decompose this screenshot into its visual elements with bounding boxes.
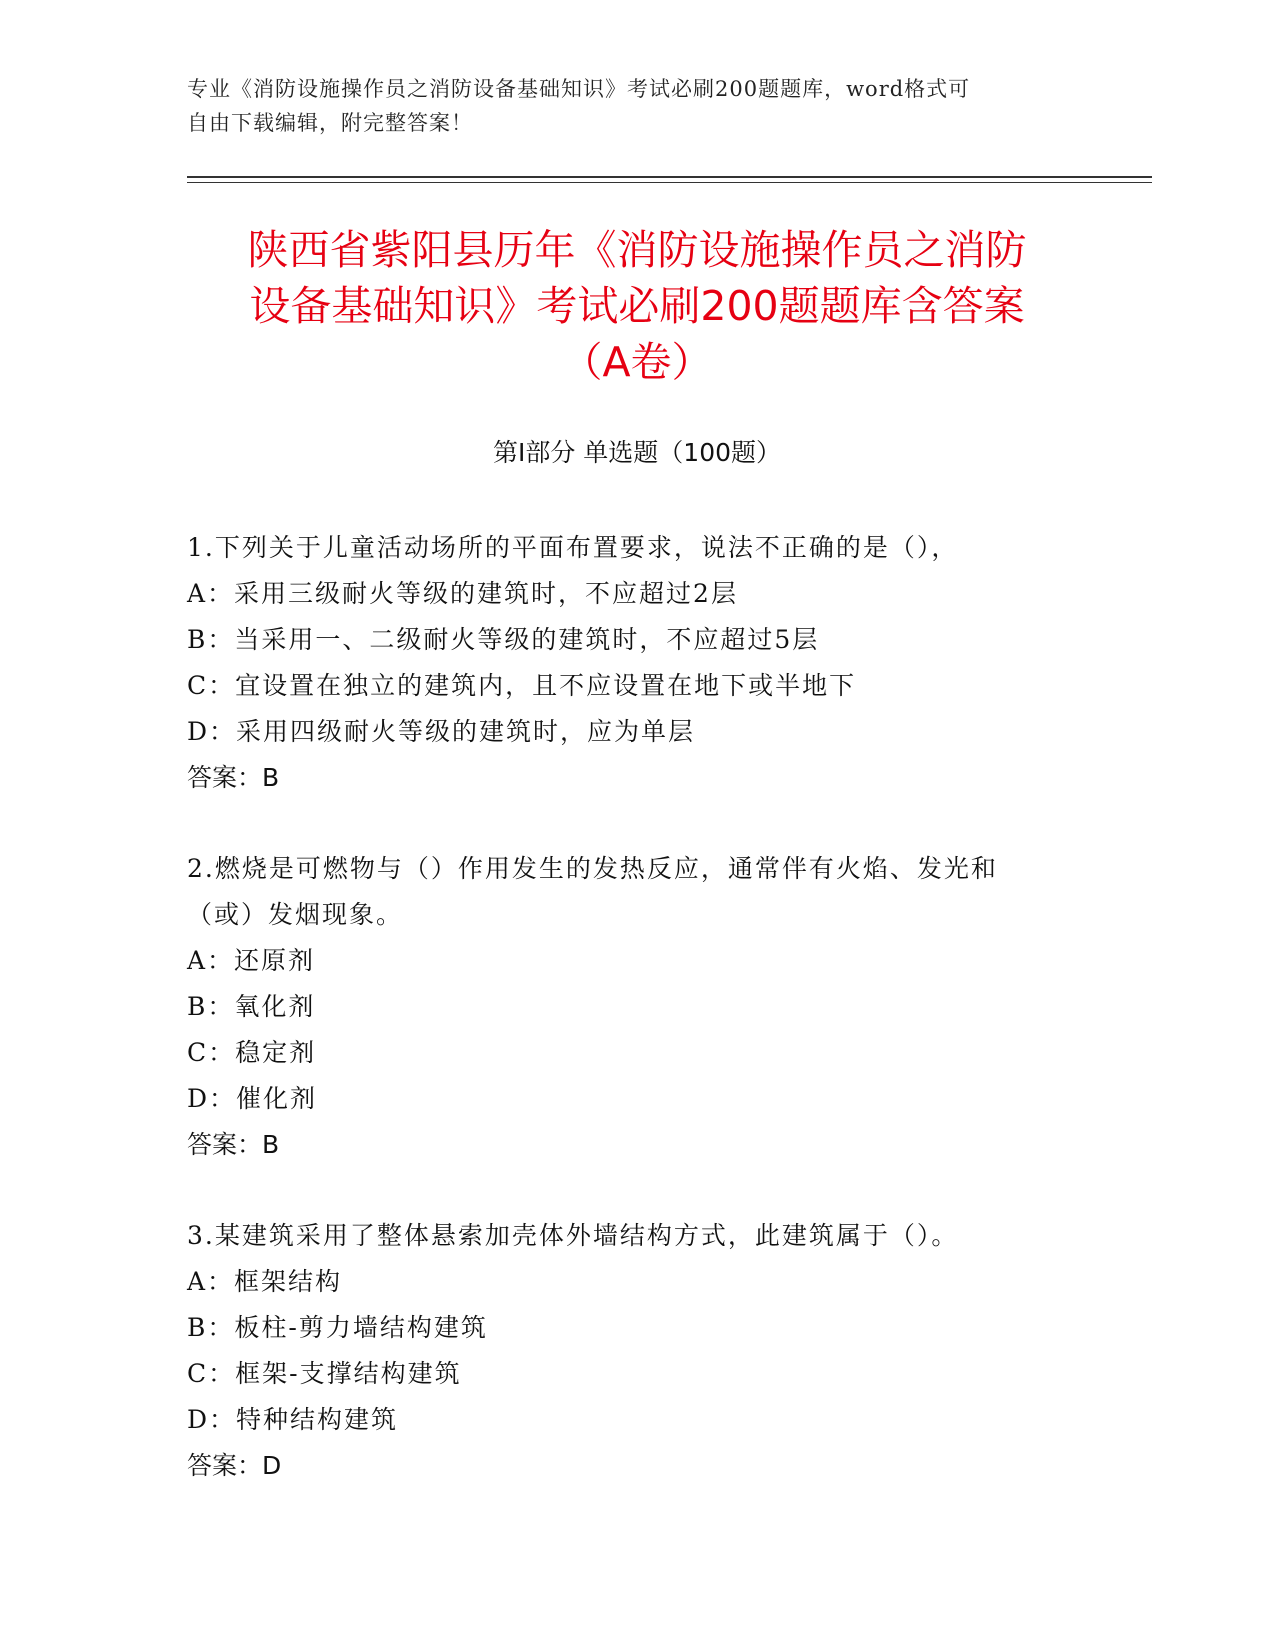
title-line-2: 设备基础知识》考试必刷200题题库含答案 bbox=[249, 282, 1025, 330]
answer-text: 答案：D bbox=[187, 1451, 282, 1480]
question-stem-continued: （或）发烟现象。 bbox=[187, 900, 404, 929]
question-item bbox=[187, 846, 1087, 1168]
answer-text: 答案：B bbox=[187, 1130, 280, 1159]
document-title bbox=[187, 222, 1087, 390]
option-d: D：特种结构建筑 bbox=[187, 1405, 399, 1434]
question-stem: 3.某建筑采用了整体悬索加壳体外墙结构方式，此建筑属于（）。 bbox=[187, 1221, 959, 1250]
option-c: C：框架-支撑结构建筑 bbox=[187, 1359, 462, 1388]
option-c: C：宜设置在独立的建筑内，且不应设置在地下或半地下 bbox=[187, 671, 857, 700]
question-list bbox=[187, 525, 1087, 1534]
option-b: B：氧化剂 bbox=[187, 992, 316, 1021]
option-c: C：稳定剂 bbox=[187, 1038, 317, 1067]
question-stem: 1.下列关于儿童活动场所的平面布置要求，说法不正确的是（）， bbox=[187, 533, 959, 562]
header-note-line-1: 专业《消防设施操作员之消防设备基础知识》考试必刷200题题库，word格式可 bbox=[187, 77, 971, 101]
option-a: A：采用三级耐火等级的建筑时，不应超过2层 bbox=[187, 579, 738, 608]
option-a: A：框架结构 bbox=[187, 1267, 343, 1296]
section-title: 第I部分 单选题（100题） bbox=[492, 438, 782, 467]
header-divider-thin bbox=[187, 182, 1152, 183]
header-note-line-2: 自由下载编辑，附完整答案！ bbox=[187, 111, 473, 135]
header-divider-thick bbox=[187, 176, 1152, 178]
option-b: B：当采用一、二级耐火等级的建筑时，不应超过5层 bbox=[187, 625, 820, 654]
title-line-1: 陕西省紫阳县历年《消防设施操作员之消防 bbox=[247, 226, 1027, 274]
option-b: B：板柱-剪力墙结构建筑 bbox=[187, 1313, 488, 1342]
header-note bbox=[187, 72, 1087, 140]
question-stem: 2.燃烧是可燃物与（）作用发生的发热反应，通常伴有火焰、发光和 bbox=[187, 854, 998, 883]
option-d: D：催化剂 bbox=[187, 1084, 318, 1113]
title-line-3: （A卷） bbox=[561, 338, 713, 386]
question-item bbox=[187, 1213, 1087, 1489]
question-item bbox=[187, 525, 1087, 801]
option-a: A：还原剂 bbox=[187, 946, 316, 975]
option-d: D：采用四级耐火等级的建筑时，应为单层 bbox=[187, 717, 696, 746]
answer-text: 答案：B bbox=[187, 763, 280, 792]
